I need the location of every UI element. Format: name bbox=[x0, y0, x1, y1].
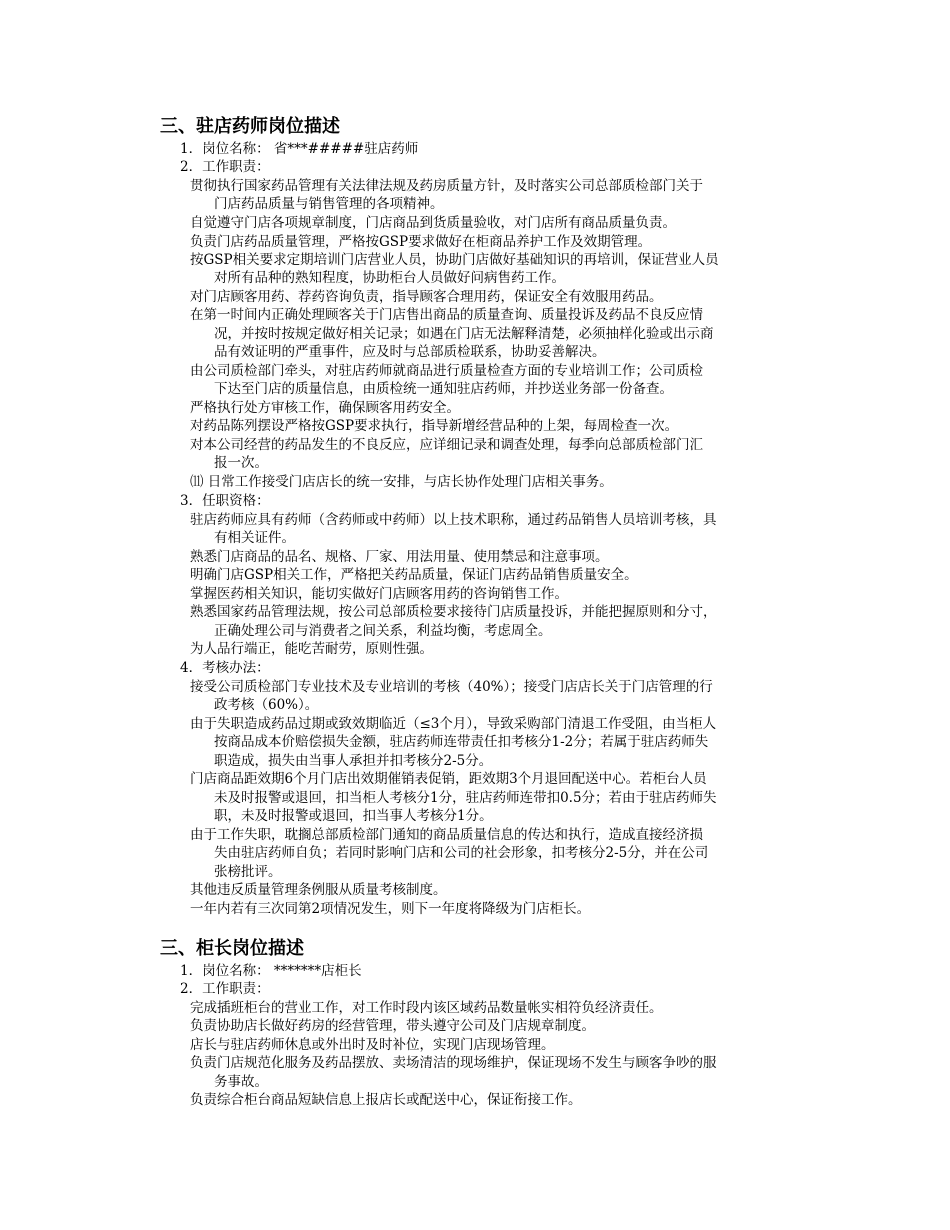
qualifications-label: 3．任职资格： bbox=[180, 493, 270, 509]
assessment-item-cont: 按商品成本价赔偿损失金额，驻店药师连带责任扣考核分1-2分；若属于驻店药师失 bbox=[214, 734, 709, 750]
duty-item: 对门店顾客用药、荐药咨询负责，指导顾客合理用药，保证安全有效服用药品。 bbox=[190, 289, 663, 305]
duty-item-cont: 品有效证明的严重事件，应及时与总部质检联系，协助妥善解决。 bbox=[214, 344, 606, 360]
assessment-item-cont: 政考核（60%）。 bbox=[214, 697, 319, 713]
duty-item: 按GSP相关要求定期培训门店营业人员，协助门店做好基础知识的再培训，保证营业人员 bbox=[190, 252, 719, 268]
duty-item-cont: 务事故。 bbox=[214, 1074, 268, 1090]
job-title-line: 1．岗位名称： *******店柜长 bbox=[180, 963, 362, 979]
duty-item: 在第一时间内正确处理顾客关于门店售出商品的质量查询、质量投诉及药品不良反应情 bbox=[190, 307, 703, 323]
duties-label: 2．工作职责： bbox=[180, 981, 270, 997]
qualification-item: 熟悉门店商品的品名、规格、厂家、用法用量、使用禁忌和注意事项。 bbox=[190, 549, 609, 565]
section-heading-counter-lead: 三、柜长岗位描述 bbox=[160, 938, 304, 959]
assessment-item: 其他违反质量管理条例服从质量考核制度。 bbox=[190, 882, 447, 898]
qualification-item-cont: 正确处理公司与消费者之间关系，利益均衡，考虑周全。 bbox=[214, 623, 552, 639]
section-heading-pharmacist: 三、驻店药师岗位描述 bbox=[160, 116, 340, 137]
duty-item: 完成插班柜台的营业工作，对工作时段内该区域药品数量帐实相符负经济责任。 bbox=[190, 1000, 663, 1016]
duty-item: 贯彻执行国家药品管理有关法律法规及药房质量方针，及时落实公司总部质检部门关于 bbox=[190, 178, 703, 194]
assessment-item: 由于失职造成药品过期或致效期临近（≤3个月），导致采购部门清退工作受阻，由当柜人 bbox=[190, 716, 717, 732]
duty-item-cont: 对所有品种的熟知程度，协助柜台人员做好问病售药工作。 bbox=[214, 270, 565, 286]
duty-item-cont: 门店药品质量与销售管理的各项精神。 bbox=[214, 196, 444, 212]
qualification-item: 驻店药师应具有药师（含药师或中药师）以上技术职称，通过药品销售人员培训考核，具 bbox=[190, 512, 717, 528]
duty-item: 负责门店药品质量管理，严格按GSP要求做好在柜商品养护工作及效期管理。 bbox=[190, 234, 652, 250]
duty-item: 自觉遵守门店各项规章制度，门店商品到货质量验收，对门店所有商品质量负责。 bbox=[190, 215, 676, 231]
qualification-item-cont: 有相关证件。 bbox=[214, 530, 295, 546]
qualification-item: 熟悉国家药品管理法规，按公司总部质检要求接待门店质量投诉，并能把握原则和分寸， bbox=[190, 604, 717, 620]
duty-item: 由公司质检部门牵头，对驻店药师就商品进行质量检查方面的专业培训工作；公司质检 bbox=[190, 363, 703, 379]
duty-item: 对药品陈列摆设严格按GSP要求执行，指导新增经营品种的上架，每周检查一次。 bbox=[190, 418, 679, 434]
duty-item-cont: 下达至门店的质量信息，由质检统一通知驻店药师，并抄送业务部一份备查。 bbox=[214, 381, 673, 397]
assessment-item-cont: 职造成，损失由当事人承担并扣考核分2-5分。 bbox=[214, 753, 493, 769]
assessment-item: 门店商品距效期6个月门店出效期催销表促销，距效期3个月退回配送中心。若柜台人员 bbox=[190, 771, 707, 787]
duty-item: 负责协助店长做好药房的经营管理，带头遵守公司及门店规章制度。 bbox=[190, 1018, 595, 1034]
job-title-line: 1．岗位名称： 省***#####驻店药师 bbox=[180, 141, 419, 157]
duty-item: 对本公司经营的药品发生的不良反应，应详细记录和调查处理，每季向总部质检部门汇 bbox=[190, 437, 703, 453]
assessment-item-cont: 未及时报警或退回，扣当柜人考核分1分，驻店药师连带扣0.5分；若由于驻店药师失 bbox=[214, 790, 717, 806]
duties-label: 2．工作职责： bbox=[180, 159, 270, 175]
assessment-item: 一年内若有三次同第2项情况发生，则下一年度将降级为门店柜长。 bbox=[190, 901, 591, 917]
duty-item: ⑾ 日常工作接受门店店长的统一安排，与店长协作处理门店相关事务。 bbox=[190, 474, 613, 490]
qualification-item: 明确门店GSP相关工作，严格把关药品质量，保证门店药品销售质量安全。 bbox=[190, 567, 638, 583]
assessment-item: 接受公司质检部门专业技术及专业培训的考核（40%）；接受门店店长关于门店管理的行 bbox=[190, 679, 713, 695]
duty-item: 负责综合柜台商品短缺信息上报店长或配送中心，保证衔接工作。 bbox=[190, 1092, 582, 1108]
qualification-item: 掌握医药相关知识，能切实做好门店顾客用药的咨询销售工作。 bbox=[190, 586, 568, 602]
assessment-label: 4．考核办法： bbox=[180, 660, 270, 676]
assessment-item-cont: 失由驻店药师自负；若同时影响门店和公司的社会形象，扣考核分2-5分，并在公司 bbox=[214, 845, 709, 861]
duty-item-cont: 报一次。 bbox=[214, 455, 268, 471]
assessment-item-cont: 职，未及时报警或退回，扣当事人考核分1分。 bbox=[214, 808, 493, 824]
duty-item: 严格执行处方审核工作，确保顾客用药安全。 bbox=[190, 400, 460, 416]
assessment-item-cont: 张榜批评。 bbox=[214, 864, 282, 880]
duty-item-cont: 况，并按时按规定做好相关记录；如遇在门店无法解释清楚，必须抽样化验或出示商 bbox=[214, 326, 714, 342]
assessment-item: 由于工作失职，耽搁总部质检部门通知的商品质量信息的传达和执行，造成直接经济损 bbox=[190, 827, 703, 843]
duty-item: 负责门店规范化服务及药品摆放、卖场清洁的现场维护，保证现场不发生与顾客争吵的服 bbox=[190, 1055, 717, 1071]
qualification-item: 为人品行端正，能吃苦耐劳，原则性强。 bbox=[190, 641, 433, 657]
duty-item: 店长与驻店药师休息或外出时及时补位，实现门店现场管理。 bbox=[190, 1037, 555, 1053]
